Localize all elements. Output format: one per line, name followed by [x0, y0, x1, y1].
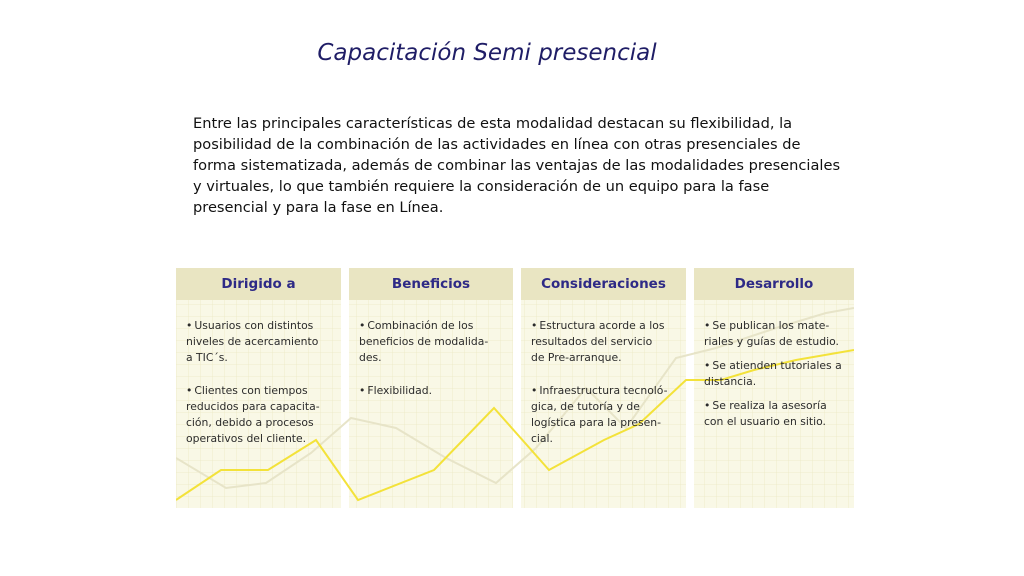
column-header: Dirigido a: [221, 276, 296, 292]
list-item: • Se publican los mate- riales y guías de estudio.: [704, 319, 839, 348]
list-item: • Estructura acorde a los resultados del servicio de Pre-arranque.: [531, 319, 665, 364]
column-header: Desarrollo: [734, 276, 814, 292]
list-item: • Clientes con tiempos reducidos para capacita- ción, debido a procesos operativos del cliente.: [186, 384, 320, 445]
column-consideraciones: [521, 268, 686, 508]
slide-title: Capacitación Semi presencial: [317, 40, 657, 66]
list-item: • Se atienden tutoriales a distancia.: [704, 359, 842, 388]
list-item: • Flexibilidad.: [359, 384, 433, 397]
infographic: [176, 268, 854, 508]
list-item: • Infraestructura tecnoló- gica, de tutoría y de logística para la presen- cial.: [531, 384, 668, 445]
column-header: Beneficios: [391, 276, 471, 292]
column-header: Consideraciones: [541, 276, 666, 292]
slide-paragraph: Entre las principales características de esta modalidad destacan su flexibilidad, la posibilidad de la combinación de las actividades en línea con otras presenciales de forma sistematizada, además de combinar las ventajas de las modalidades presenciales y virtuales, lo que también requiere la consideración de un equipo para la fase presencial y para la fase en Línea.: [193, 115, 841, 216]
list-item: • Usuarios con distintos niveles de acercamiento a TIC´s.: [186, 319, 319, 364]
column-desarrollo: [694, 268, 854, 508]
column-dirigido-a: [176, 268, 341, 508]
list-item: • Se realiza la asesoría con el usuario en sitio.: [704, 399, 827, 428]
column-beneficios: [349, 268, 513, 508]
list-item: • Combinación de los beneficios de modalida- des.: [359, 319, 489, 364]
